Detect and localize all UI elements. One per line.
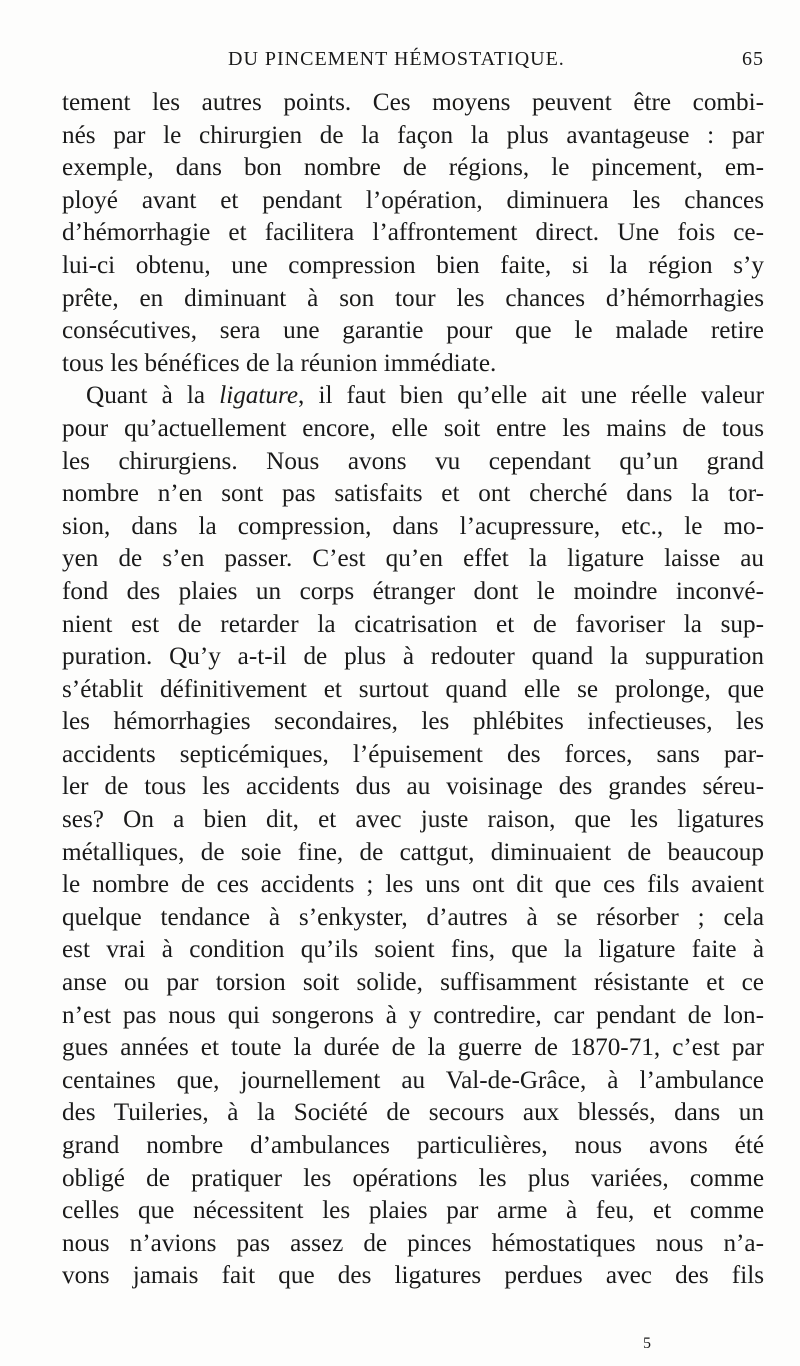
text-line: centaines que, journellement au Val-de-Grâce, à l’ambulance xyxy=(62,1066,764,1094)
text-line: vons jamais fait que des ligatures perdues avec des fils xyxy=(62,1262,764,1290)
running-title: DU PINCEMENT HÉMOSTATIQUE. xyxy=(228,48,565,70)
text-line: nombre n’en sont pas satisfaits et ont cherché dans la tor- xyxy=(62,480,764,508)
page-number: 65 xyxy=(742,48,764,70)
text-line: le nombre de ces accidents ; les uns ont dit que ces fils avaient xyxy=(62,871,764,899)
body-text xyxy=(62,87,764,1293)
text-line: ployé avant et pendant l’opération, diminuera les chances xyxy=(62,186,764,214)
text-line: métalliques, de soie fine, de cattgut, diminuaient de beaucoup xyxy=(62,838,764,866)
text-line: les chirurgiens. Nous avons vu cependant qu’un grand xyxy=(62,447,764,475)
text-line: obligé de pratiquer les opérations les plus variées, comme xyxy=(62,1164,764,1192)
text-line: ler de tous les accidents dus au voisinage des grandes séreu- xyxy=(62,773,764,801)
text-line: ses? On a bien dit, et avec juste raison, que les ligatures xyxy=(62,806,764,834)
text-line: tement les autres points. Ces moyens peuvent être combi- xyxy=(62,89,764,116)
italic-term: ligature xyxy=(219,382,299,410)
text-line: pour qu’actuellement encore, elle soit entre les mains de tous xyxy=(62,414,764,442)
text-line: fond des plaies un corps étranger dont le moindre inconvé- xyxy=(62,577,764,605)
text-line: lui-ci obtenu, une compression bien faite, si la région s’y xyxy=(62,251,764,279)
text-line: les hémorrhagies secondaires, les phlébites infectieuses, les xyxy=(62,708,764,736)
text-line: puration. Qu’y a-t-il de plus à redouter quand la suppuration xyxy=(62,643,764,671)
text-line: nous n’avions pas assez de pinces hémostatiques nous n’a- xyxy=(62,1229,764,1257)
text-line: anse ou par torsion soit solide, suffisamment résistante et ce xyxy=(62,969,764,997)
text-line: gues années et toute la durée de la guerre de 1870-71, c’est par xyxy=(62,1034,764,1062)
text-line: s’établit définitivement et surtout quand elle se prolonge, que xyxy=(62,675,764,703)
text-line: nient est de retarder la cicatrisation et de favoriser la sup- xyxy=(62,610,764,638)
text-line: nés par le chirurgien de la façon la plus avantageuse : par xyxy=(62,121,764,149)
text-line: tous les bénéfices de la réunion immédiate. xyxy=(62,349,497,377)
running-head xyxy=(62,48,764,76)
text-line: consécutives, sera une garantie pour que le malade retire xyxy=(62,317,764,345)
text-line: exemple, dans bon nombre de régions, le pincement, em- xyxy=(62,154,764,182)
text-line: accidents septicémiques, l’épuisement des forces, sans par- xyxy=(62,740,764,768)
text-line: sion, dans la compression, dans l’acupressure, etc., le mo- xyxy=(62,512,764,540)
paragraph-first-line xyxy=(62,380,764,413)
text-line: n’est pas nous qui songerons à y contredire, car pendant de lon- xyxy=(62,1001,764,1029)
text-line: est vrai à condition qu’ils soient fins, que la ligature faite à xyxy=(62,936,764,964)
text-run: , il faut bien qu’elle ait une réelle valeur xyxy=(298,382,764,410)
text-line: d’hémorrhagie et facilitera l’affrontement direct. Une fois ce- xyxy=(62,219,764,247)
text-line: des Tuileries, à la Société de secours aux blessés, dans un xyxy=(62,1099,764,1127)
text-line: yen de s’en passer. C’est qu’en effet la ligature laisse au xyxy=(62,545,764,573)
text-line: quelque tendance à s’enkyster, d’autres à se résorber ; cela xyxy=(62,903,764,931)
text-line: grand nombre d’ambulances particulières, nous avons été xyxy=(62,1132,764,1159)
text-line: celles que nécessitent les plaies par arme à feu, et comme xyxy=(62,1197,764,1225)
text-line: prête, en diminuant à son tour les chances d’hémorrhagies xyxy=(62,284,764,312)
signature-mark: 5 xyxy=(643,1335,651,1352)
text-run: Quant à la xyxy=(86,382,220,410)
